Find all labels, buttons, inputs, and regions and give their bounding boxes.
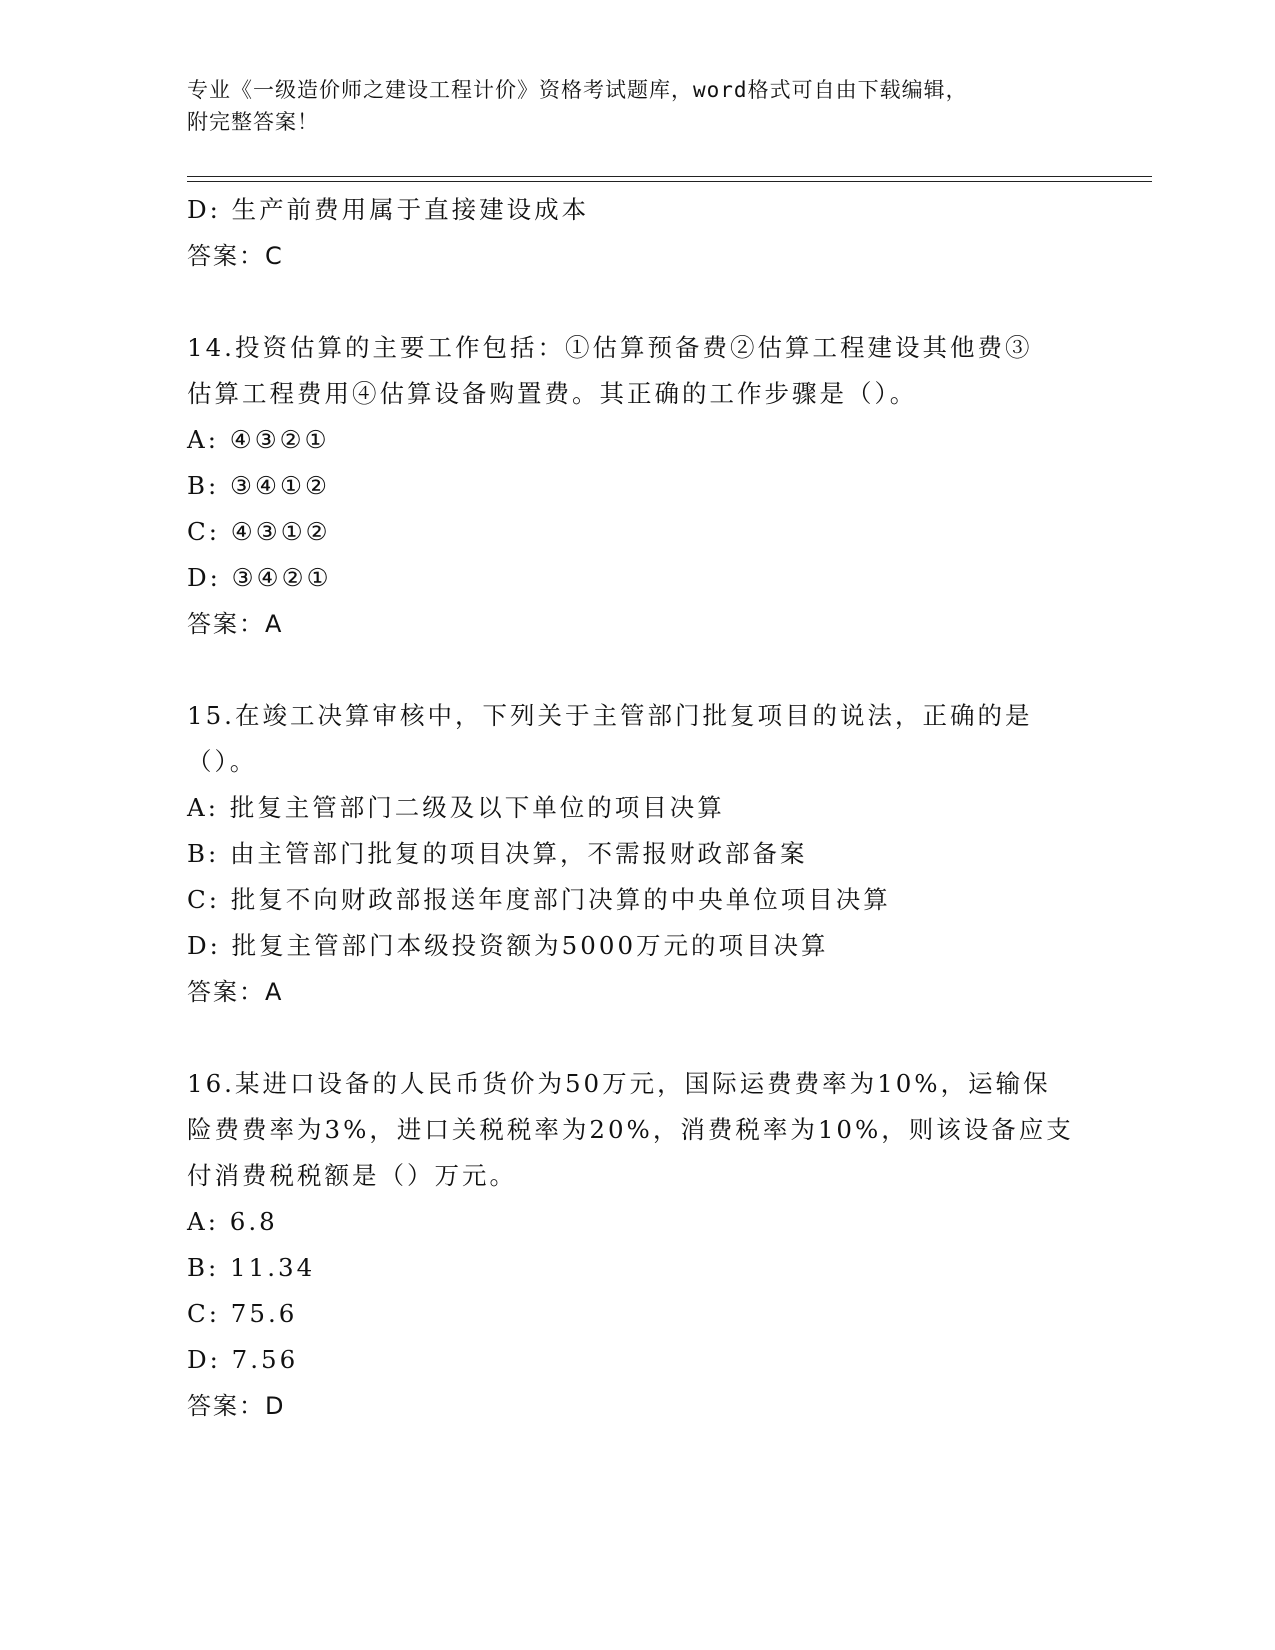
- question-14: [187, 325, 1087, 647]
- answer-line: 答案：A: [187, 610, 284, 638]
- answer-line: 答案：A: [187, 978, 284, 1006]
- question-stem: （）。: [187, 747, 258, 776]
- option-a: A: 批复主管部门二级及以下单位的项目决算: [187, 793, 725, 822]
- option-a: A: 6.8: [187, 1207, 278, 1236]
- option-d: D: 批复主管部门本级投资额为5000万元的项目决算: [187, 931, 829, 960]
- question-stem: 估算工程费用④估算设备购置费。其正确的工作步骤是（）。: [187, 379, 918, 408]
- option-b: B: ③④①②: [187, 471, 330, 500]
- header-line-1: 专业《一级造价师之建设工程计价》资格考试题库，word格式可自由下载编辑，: [187, 78, 968, 102]
- question-stem: 险费费率为3%，进口关税税率为20%，消费税率为10%，则该设备应支: [187, 1115, 1074, 1144]
- option-c: C: 批复不向财政部报送年度部门决算的中央单位项目决算: [187, 885, 891, 914]
- option-b: B: 11.34: [187, 1253, 316, 1282]
- spacer: [187, 279, 1087, 325]
- option-d: D: 生产前费用属于直接建设成本: [187, 195, 590, 224]
- header-line-2: 附完整答案！: [187, 110, 319, 134]
- question-stem: 付消费税税额是（）万元。: [187, 1161, 517, 1190]
- header-divider-top: [187, 176, 1152, 177]
- question-16: [187, 1061, 1087, 1429]
- answer-line: 答案：D: [187, 1392, 286, 1420]
- answer-line: 答案：C: [187, 242, 284, 270]
- option-a: A: ④③②①: [187, 425, 330, 454]
- option-b: B: 由主管部门批复的项目决算，不需报财政部备案: [187, 839, 808, 868]
- option-c: C: 75.6: [187, 1299, 298, 1328]
- spacer: [187, 647, 1087, 693]
- document-header: [187, 74, 1087, 138]
- header-divider-bottom: [187, 181, 1152, 182]
- option-c: C: ④③①②: [187, 517, 331, 546]
- question-15: [187, 693, 1087, 1015]
- question-stem: 16.某进口设备的人民币货价为50万元，国际运费费率为10%，运输保: [187, 1069, 1051, 1098]
- question-stem: 15.在竣工决算审核中，下列关于主管部门批复项目的说法，正确的是: [187, 701, 1033, 730]
- option-d: D: ③④②①: [187, 563, 332, 592]
- option-d: D: 7.56: [187, 1345, 299, 1374]
- spacer: [187, 1015, 1087, 1061]
- question-list: [187, 187, 1087, 1429]
- question-stem: 14.投资估算的主要工作包括：①估算预备费②估算工程建设其他费③: [187, 333, 1033, 362]
- previous-question-tail: [187, 187, 1087, 279]
